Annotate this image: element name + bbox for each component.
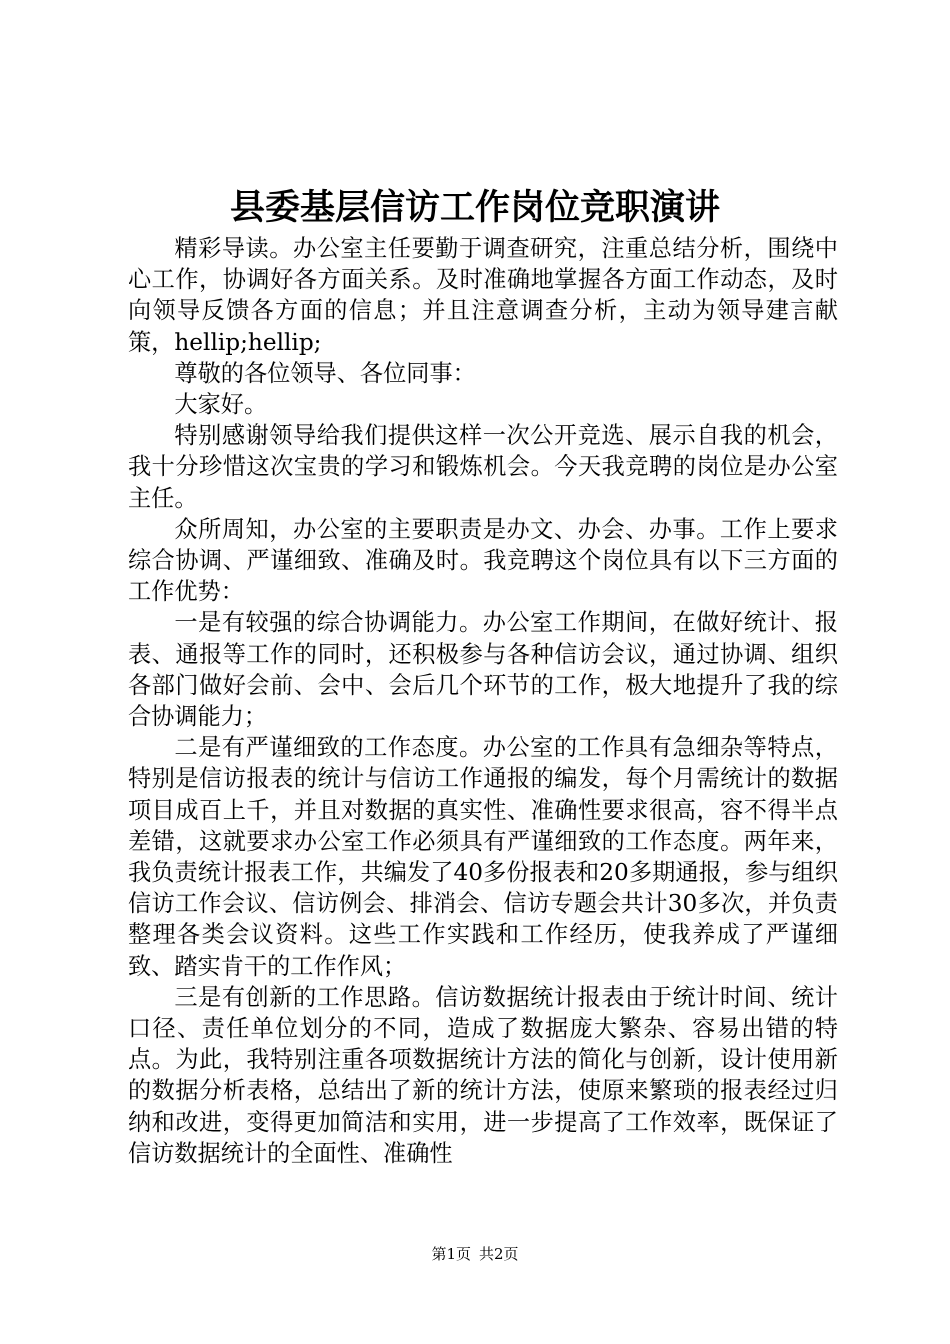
paragraph-salutation: 尊敬的各位领导、各位同事： (174, 359, 476, 387)
document-title: 县委基层信访工作岗位竞职演讲 (229, 187, 720, 228)
paragraph-duties: 众所周知，办公室的主要职责是办文、办会、办事。工作上要求综合协调、严谨细致、准确及时。我竞聘这个岗位具有以下三方面的工作优势： (128, 515, 838, 606)
page-footer (0, 1244, 950, 1264)
paragraph-advantage-two: 二是有严谨细致的工作态度。办公室的工作具有急细杂等特点，特别是信访报表的统计与信访工作通报的编发，每个月需统计的数据项目成百上千，并且对数据的真实性、准确性要求很高，容不得半点差错，这就要求办公室工作必须具有严谨细致的工作态度。两年来，我负责统计报表工作，共编发了40多份报表和20多期通报，参与组织信访工作会议、信访例会、排消会、信访专题会共计30多次，并负责整理各类会议资料。这些工作实践和工作经历，使我养成了严谨细致、踏实肯干的工作作风； (128, 734, 838, 980)
paragraph-greeting: 大家好。 (174, 391, 268, 419)
paragraph-advantage-one: 一是有较强的综合协调能力。办公室工作期间，在做好统计、报表、通报等工作的同时，还积极参与各种信访会议，通过协调、组织各部门做好会前、会中、会后几个环节的工作，极大地提升了我的综合协调能力； (128, 609, 838, 731)
document-body (128, 233, 838, 1169)
page-number: 第1页 (431, 1245, 471, 1263)
page-total: 共2页 (479, 1245, 519, 1263)
paragraph-advantage-three: 三是有创新的工作思路。信访数据统计报表由于统计时间、统计口径、责任单位划分的不同，造成了数据庞大繁杂、容易出错的特点。为此，我特别注重各项数据统计方法的简化与创新，设计使用新的数据分析表格，总结出了新的统计方法，使原来繁琐的报表经过归纳和改进，变得更加简洁和实用，进一步提高了工作效率，既保证了信访数据统计的全面性、准确性 (128, 983, 838, 1167)
paragraph-thanks: 特别感谢领导给我们提供这样一次公开竞选、展示自我的机会，我十分珍惜这次宝贵的学习和锻炼机会。今天我竞聘的岗位是办公室主任。 (128, 422, 838, 512)
paragraph-intro: 精彩导读。办公室主任要勤于调查研究，注重总结分析，围绕中心工作，协调好各方面关系。及时准确地掌握各方面工作动态，及时向领导反馈各方面的信息；并且注意调查分析，主动为领导建言献策，hellip;hellip; (128, 235, 838, 356)
